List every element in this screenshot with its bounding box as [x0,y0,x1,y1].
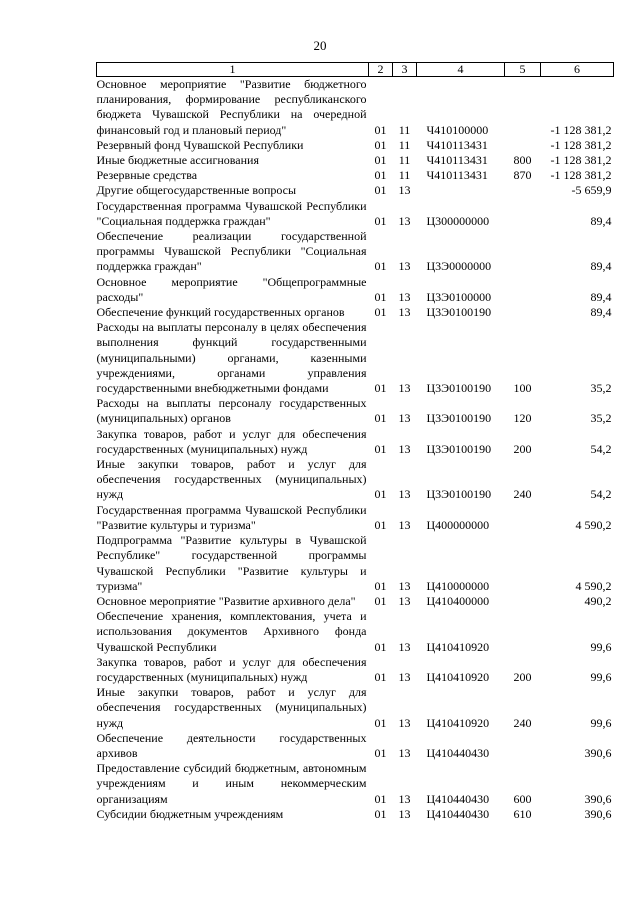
budget-table [96,62,614,822]
row-section: 01 [374,791,387,806]
table-row [97,457,614,503]
row-section: 01 [374,487,387,502]
row-amount: 99,6 [590,715,612,730]
row-section: 01 [374,745,387,760]
row-subsection: 13 [398,578,411,593]
row-expense-type: 610 [513,806,532,821]
row-amount: 35,2 [590,411,612,426]
row-expense-type: 800 [513,153,532,168]
row-expense-type: 600 [513,791,532,806]
table-row [97,761,614,807]
row-subsection: 13 [398,745,411,760]
row-section: 01 [374,259,387,274]
table-row [97,609,614,655]
row-subsection: 13 [398,487,411,502]
table-row [97,275,614,305]
row-subsection: 11 [398,122,411,137]
row-target-code: Ц3Э0100190 [426,487,492,502]
table-row [97,320,614,396]
table-row [97,427,614,457]
row-name: Обеспечение функций государственных органов [96,305,345,320]
column-header-section: 2 [369,63,393,77]
column-header-target-code: 4 [417,63,505,77]
row-expense-type [505,183,541,198]
table-row [97,183,614,198]
row-name: Основное мероприятие "Развитие бюджетного планирования, формирование республиканского бюджета Чувашской Республики на очередной финансовый год и плановый период" [96,77,367,137]
row-amount: 54,2 [590,441,612,456]
row-name: Обеспечение реализации государственной программы Чувашской Республики "Социальная поддержка граждан" [96,229,367,274]
row-section: 01 [374,168,387,183]
row-target-code: Ц3Э0100190 [426,411,492,426]
row-expense-type [505,731,541,761]
row-amount: 99,6 [590,669,612,684]
row-section: 01 [374,213,387,228]
row-amount: 390,6 [584,806,612,821]
row-subsection: 13 [398,715,411,730]
row-amount: 490,2 [584,593,612,608]
row-name: Субсидии бюджетным учреждениям [96,806,284,821]
row-name: Предоставление субсидий бюджетным, автономным учреждениям и иным некоммерческим организациям [96,761,367,806]
row-target-code: Ц410440430 [426,806,490,821]
table-row [97,229,614,275]
row-amount: 390,6 [584,745,612,760]
row-amount: -1 128 381,2 [550,122,612,137]
row-target-code: Ц3Э0000000 [426,259,492,274]
row-name: Подпрограмма "Развитие культуры в Чувашской Республике" государственной программы Чувашской Республики "Развитие культуры и туризма" [96,533,367,593]
row-section: 01 [374,669,387,684]
row-name: Расходы на выплаты персоналу государственных (муниципальных) органов [96,396,367,426]
row-amount: 89,4 [590,305,612,320]
row-name: Закупка товаров, работ и услуг для обеспечения государственных (муниципальных) нужд [96,426,367,456]
row-target-code: Ц410410920 [426,639,490,654]
row-subsection: 13 [398,259,411,274]
row-subsection: 13 [398,183,411,198]
row-amount: 390,6 [584,791,612,806]
row-expense-type [505,609,541,655]
row-subsection: 13 [398,441,411,456]
table-row [97,153,614,168]
row-target-code: Ц410440430 [426,791,490,806]
table-row [97,807,614,822]
row-amount: -5 659,9 [571,183,612,198]
row-name: Закупка товаров, работ и услуг для обеспечения государственных (муниципальных) нужд [96,654,367,684]
row-expense-type: 200 [513,669,532,684]
row-section: 01 [374,715,387,730]
row-expense-type [505,594,541,609]
row-amount: 4 590,2 [575,578,612,593]
row-section: 01 [374,441,387,456]
row-target-code: Ч410113431 [426,153,488,168]
column-header-amount: 6 [541,63,614,77]
table-row [97,305,614,320]
table-row [97,138,614,153]
row-section: 01 [374,806,387,821]
row-name: Государственная программа Чувашской Республики "Развитие культуры и туризма" [96,502,367,532]
table-row [97,685,614,731]
table-row [97,77,614,138]
table-row [97,168,614,183]
row-target-code: Ч410113431 [426,137,488,152]
row-expense-type: 100 [513,381,532,396]
row-target-code: Ц410400000 [426,593,490,608]
row-section: 01 [374,289,387,304]
row-amount: -1 128 381,2 [550,137,612,152]
row-subsection: 13 [398,213,411,228]
row-target-code: Ц3Э0100190 [426,441,492,456]
row-section: 01 [374,153,387,168]
row-name: Иные закупки товаров, работ и услуг для обеспечения государственных (муниципальных) нужд [96,457,367,502]
row-subsection: 11 [398,153,411,168]
row-expense-type [505,533,541,594]
row-section: 01 [374,578,387,593]
row-target-code: Ц410000000 [426,578,490,593]
row-subsection: 13 [398,381,411,396]
row-amount: -1 128 381,2 [550,153,612,168]
row-expense-type [505,503,541,533]
row-expense-type: 240 [513,715,532,730]
row-expense-type [505,229,541,275]
row-amount: 54,2 [590,487,612,502]
column-header-name: 1 [97,63,369,77]
row-subsection: 13 [398,593,411,608]
row-section: 01 [374,411,387,426]
row-name: Расходы на выплаты персоналу в целях обеспечения выполнения функций государственными (муниципальными) органами, казенными учреждениями, органами управления государственными внебюджетными фондами [96,320,367,396]
row-name: Основное мероприятие "Развитие архивного дела" [96,593,356,608]
row-amount: 89,4 [590,213,612,228]
row-expense-type [505,199,541,229]
row-subsection: 11 [398,168,411,183]
row-target-code: Ц3Э0100000 [426,289,492,304]
row-section: 01 [374,122,387,137]
row-subsection: 13 [398,639,411,654]
row-expense-type [505,138,541,153]
row-name: Обеспечение хранения, комплектования, учета и использования документов Архивного фонда Чувашской Республики [96,609,367,654]
row-expense-type [505,305,541,320]
row-target-code: Ц3Э0100190 [426,305,492,320]
row-target-code: Ц410410920 [426,669,490,684]
row-name: Государственная программа Чувашской Республики "Социальная поддержка граждан" [96,198,367,228]
row-amount: 99,6 [590,639,612,654]
row-expense-type [505,275,541,305]
table-row [97,199,614,229]
row-subsection: 13 [398,791,411,806]
row-target-code: Ц410410920 [426,715,490,730]
row-name: Резервный фонд Чувашской Республики [96,137,304,152]
row-section: 01 [374,593,387,608]
row-section: 01 [374,517,387,532]
row-subsection: 13 [398,305,411,320]
row-target-code: Ц410440430 [426,745,490,760]
table-row [97,594,614,609]
row-name: Иные закупки товаров, работ и услуг для обеспечения государственных (муниципальных) нужд [96,685,367,730]
row-name: Обеспечение деятельности государственных архивов [96,730,367,760]
row-subsection: 13 [398,806,411,821]
page-number: 20 [313,38,327,53]
row-target-code [417,183,505,198]
row-name: Иные бюджетные ассигнования [96,153,259,168]
table-row [97,731,614,761]
row-section: 01 [374,381,387,396]
table-row [97,396,614,426]
table-row [97,655,614,685]
row-expense-type: 870 [513,168,532,183]
row-subsection: 13 [398,669,411,684]
row-subsection: 13 [398,411,411,426]
table-row [97,503,614,533]
row-section: 01 [374,137,387,152]
row-expense-type: 200 [513,441,532,456]
row-expense-type [505,77,541,138]
row-target-code: Ч410113431 [426,168,488,183]
row-name: Резервные средства [96,168,198,183]
row-section: 01 [374,305,387,320]
row-amount: 89,4 [590,259,612,274]
row-target-code: Ц3Э0100190 [426,381,492,396]
table-header-row [97,63,614,77]
row-section: 01 [374,183,387,198]
row-name: Основное мероприятие "Общепрограммные расходы" [96,274,367,304]
row-amount: 35,2 [590,381,612,396]
row-section: 01 [374,639,387,654]
row-amount: -1 128 381,2 [550,168,612,183]
row-expense-type: 120 [513,411,532,426]
column-header-expense-type: 5 [505,63,541,77]
table-row [97,533,614,594]
row-name: Другие общегосударственные вопросы [96,183,297,198]
row-target-code: Ч410100000 [426,122,489,137]
row-subsection: 13 [398,289,411,304]
row-amount: 4 590,2 [575,517,612,532]
row-subsection: 11 [398,137,411,152]
row-amount: 89,4 [590,289,612,304]
column-header-subsection: 3 [393,63,417,77]
row-expense-type: 240 [513,487,532,502]
row-target-code: Ц300000000 [426,213,490,228]
row-subsection: 13 [398,517,411,532]
row-target-code: Ц400000000 [426,517,490,532]
